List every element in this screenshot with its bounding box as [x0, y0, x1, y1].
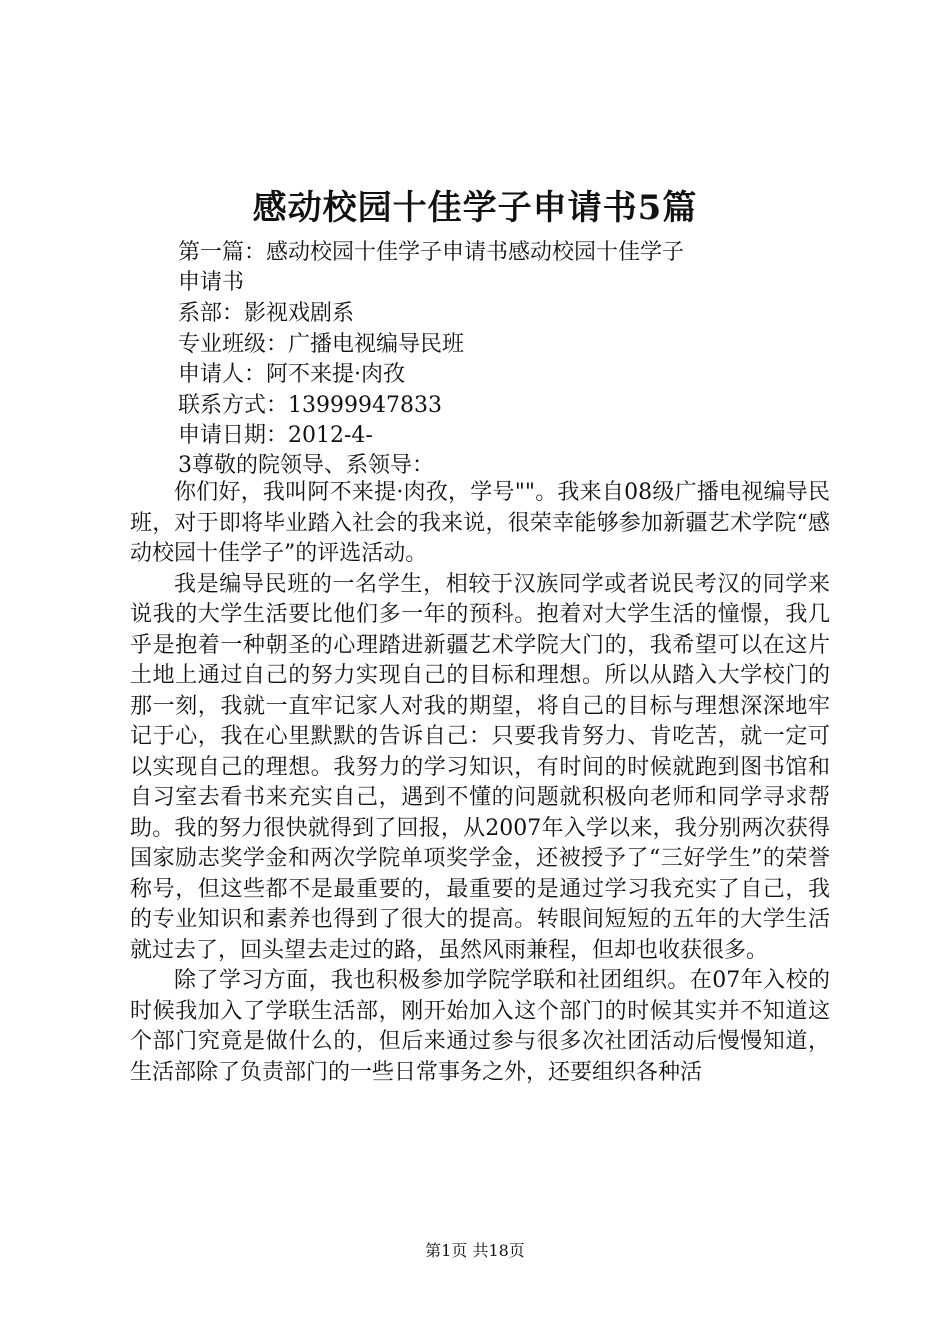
class-line: 专业班级：广播电视编导民班	[178, 332, 465, 357]
applicant-line: 申请人：阿不来提·肉孜	[178, 362, 405, 387]
date-line: 申请日期：2012-4-	[178, 423, 373, 448]
body-text	[130, 478, 830, 1088]
body-paragraph: 除了学习方面，我也积极参加学院学联和社团组织。在07年入校的时候我加入了学联生活部，刚开始加入这个部门的时候其实并不知道这个部门究竟是做什么的，但后来通过参与很多次社团活动后慢慢知道，生活部除了负责部门的一些日常事务之外，还要组织各种活	[130, 968, 830, 1085]
contact-line: 联系方式：13999947833	[178, 393, 442, 418]
body-paragraph: 我是编导民班的一名学生，相较于汉族同学或者说民考汉的同学来说我的大学生活要比他们多一年的预科。抱着对大学生活的憧憬，我几乎是抱着一种朝圣的心理踏进新疆艺术学院大门的，我希望可以在这片土地上通过自己的努力实现自己的目标和理想。所以从踏入大学校门的那一刻，我就一直牢记家人对我的期望，将自己的目标与理想深深地牢记于心，我在心里默默的告诉自己：只要我肯努力、肯吃苦，就一定可以实现自己的理想。我努力的学习知识，有时间的时候就跑到图书馆和自习室去看书来充实自己，遇到不懂的问题就积极向老师和同学寻求帮助。我的努力很快就得到了回报，从2007年入学以来，我分别两次获得国家励志奖学金和两次学院单项奖学金，还被授予了“三好学生”的荣誉称号，但这些都不是最重要的，最重要的是通过学习我充实了自己，我的专业知识和素养也得到了很大的提高。转眼间短短的五年的大学生活就过去了，回头望去走过的路，虽然风雨兼程，但却也收获很多。	[130, 571, 830, 963]
salutation-line: 3尊敬的院领导、系领导：	[178, 453, 434, 478]
section-heading-line1: 第一篇：感动校园十佳学子申请书感动校园十佳学子	[178, 240, 685, 265]
page-footer: 第1页 共18页	[425, 1241, 525, 1260]
department-line: 系部：影视戏剧系	[178, 301, 355, 326]
section-heading-line2: 申请书	[178, 270, 245, 295]
document-title: 感动校园十佳学子申请书5篇	[252, 188, 698, 228]
body-paragraph: 你们好，我叫阿不来提·肉孜，学号""。我来自08级广播电视编导民班，对于即将毕业踏入社会的我来说，很荣幸能够参加新疆艺术学院“感动校园十佳学子”的评选活动。	[130, 480, 830, 566]
